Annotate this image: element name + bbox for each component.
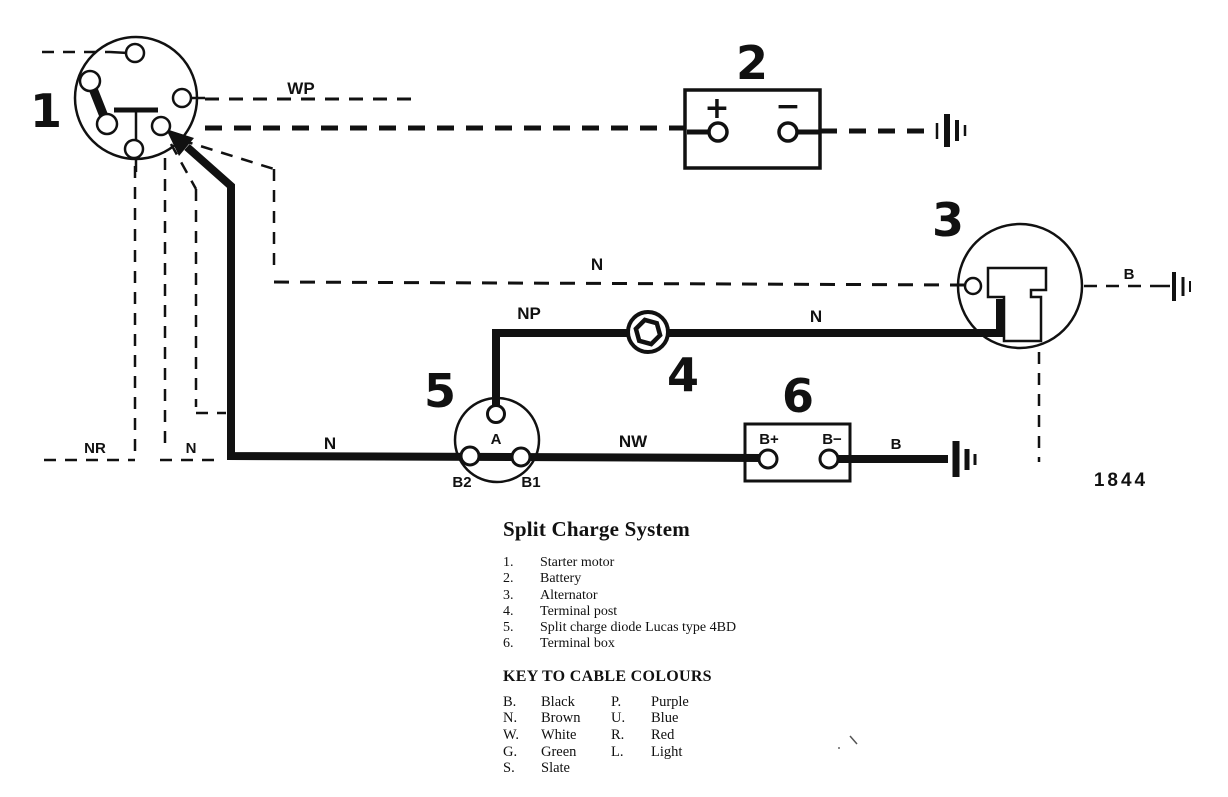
label-n-upper: N — [590, 255, 604, 274]
box-terminal-b-plus — [759, 450, 777, 468]
key-code: U. — [611, 710, 626, 727]
list-item — [503, 604, 883, 620]
number-terminal-post: 4 — [666, 348, 700, 402]
key-code: W. — [503, 726, 519, 743]
key-name — [651, 760, 741, 777]
number-split-charge-diode: 5 — [423, 364, 457, 418]
key-name: Purple — [651, 693, 689, 710]
starter-terminal-left-upper — [80, 71, 100, 91]
item-label: Starter motor — [540, 555, 615, 570]
item-number: 2. — [503, 571, 514, 587]
list-item — [503, 636, 883, 652]
battery-feed-cables — [205, 128, 938, 131]
label-box-b-plus: B+ — [759, 431, 779, 448]
legend — [503, 517, 883, 777]
key-code: L. — [611, 743, 624, 760]
key-code: P. — [611, 693, 622, 710]
key-title: KEY TO CABLE COLOURS — [503, 667, 712, 685]
battery-plus-sign: + — [704, 91, 730, 126]
label-diode-a: A — [490, 431, 502, 448]
key-name: Green — [541, 743, 577, 760]
starter-terminal-left-lower — [97, 114, 117, 134]
terminal-post-body — [628, 312, 668, 352]
number-terminal-box: 6 — [781, 369, 815, 423]
list-item — [503, 555, 883, 571]
item-label: Terminal post — [540, 603, 618, 619]
earth-icon-alternator — [1174, 272, 1190, 301]
label-b-alternator: B — [1123, 266, 1135, 283]
item-label: Battery — [540, 571, 582, 587]
item-label: Terminal box — [540, 636, 615, 652]
key-name: Black — [541, 693, 575, 710]
list-item — [503, 571, 883, 587]
number-alternator: 3 — [931, 193, 965, 247]
key-name: Red — [651, 726, 675, 743]
label-n-mid: N — [809, 307, 823, 326]
item-number: 4. — [503, 603, 514, 619]
starter-terminal-feed — [152, 117, 170, 135]
key-code — [611, 760, 651, 777]
diagram-title: Split Charge System — [503, 517, 690, 541]
label-n-lower: N — [323, 434, 337, 453]
earth-icon-terminal-box — [956, 441, 975, 477]
starter-terminal-top — [126, 44, 144, 62]
item-number: 1. — [503, 555, 514, 570]
key-code: S. — [503, 760, 515, 777]
box-terminal-b-minus — [820, 450, 838, 468]
item-label: Alternator — [540, 587, 598, 603]
colour-key — [503, 694, 883, 777]
item-label: Split charge diode Lucas type 4BD — [540, 620, 737, 636]
list-item — [503, 620, 883, 636]
key-code: B. — [503, 693, 517, 710]
label-n-lower-left: N — [185, 440, 197, 457]
battery-minus-terminal — [779, 123, 797, 141]
wire-np-n — [496, 299, 1000, 414]
number-starter-motor: 1 — [29, 84, 63, 138]
label-wp: WP — [287, 79, 315, 98]
cable-n-upper — [274, 282, 964, 285]
key-name: White — [541, 726, 577, 743]
label-diode-b1: B1 — [521, 474, 541, 491]
key-name: Brown — [541, 710, 581, 727]
item-number: 6. — [503, 636, 514, 652]
label-box-b-minus: B− — [822, 431, 842, 448]
battery-minus-sign: − — [775, 89, 801, 124]
starter-terminal-bottom — [125, 140, 143, 158]
label-np: NP — [517, 304, 541, 323]
key-code: N. — [503, 710, 518, 727]
diode-terminal-b2 — [461, 447, 479, 465]
key-name: Blue — [651, 710, 679, 727]
hex-nut-icon — [636, 320, 660, 344]
diode-terminal-a — [488, 406, 505, 423]
diode-terminal-b1 — [512, 448, 530, 466]
list-item — [503, 588, 883, 604]
number-battery: 2 — [735, 36, 769, 90]
key-name: Slate — [541, 760, 570, 777]
label-diode-b2: B2 — [452, 474, 472, 491]
earth-icon-battery — [937, 114, 965, 147]
alternator-terminal — [965, 278, 981, 294]
item-number: 5. — [503, 620, 514, 636]
key-name: Light — [651, 743, 683, 760]
item-number: 3. — [503, 587, 514, 603]
component-list — [503, 555, 883, 653]
label-nw: NW — [618, 432, 648, 451]
label-nr: NR — [84, 440, 106, 457]
key-code: R. — [611, 726, 625, 743]
starter-terminal-right — [173, 89, 191, 107]
reference-number: 1844 — [1093, 470, 1149, 491]
label-b-lower: B — [890, 436, 902, 453]
terminals — [80, 44, 981, 468]
key-code: G. — [503, 743, 518, 760]
